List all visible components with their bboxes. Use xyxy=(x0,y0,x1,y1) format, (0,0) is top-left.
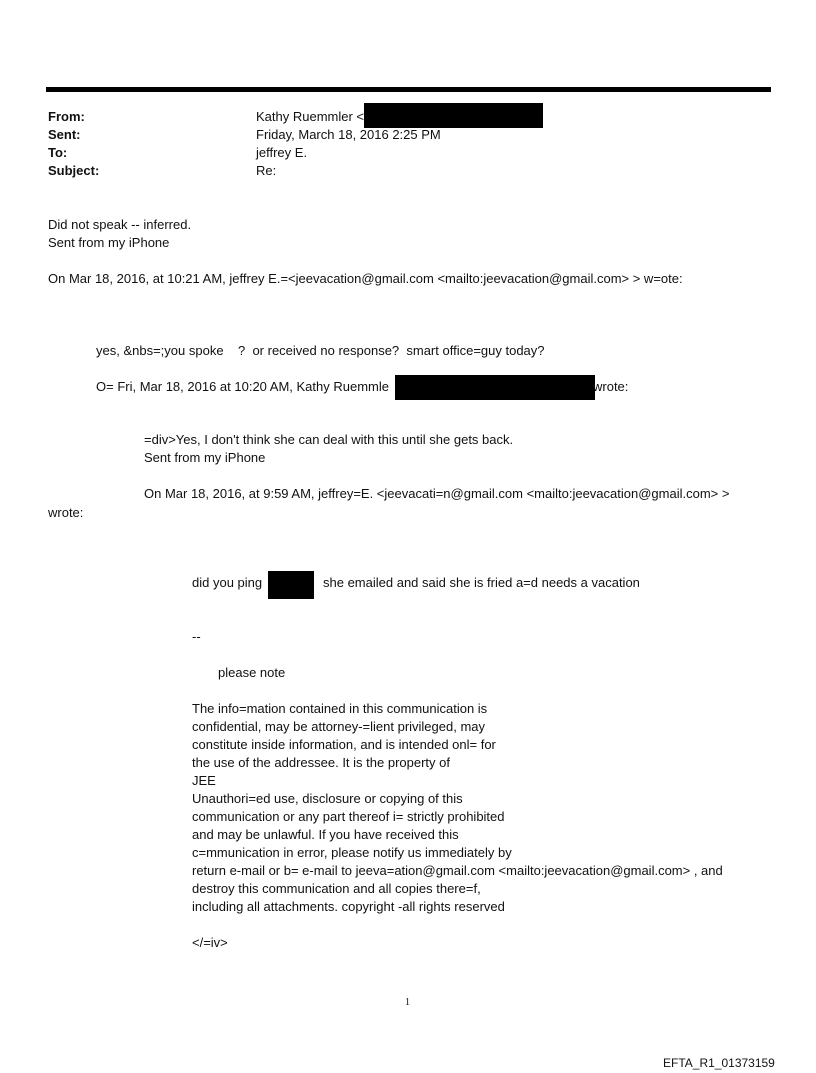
disclaimer-line: The info=mation contained in this communication is xyxy=(192,701,488,716)
quote2-intro-wrap: wrote: xyxy=(48,505,84,520)
redaction-box xyxy=(364,103,543,128)
reply-line-1: Did not speak -- inferred. xyxy=(48,217,192,232)
disclaimer-line: the use of the addressee. It is the property of xyxy=(192,755,450,770)
sent-label: Sent: xyxy=(48,127,81,142)
quote3-body-end: she emailed and said she is fried a=d needs a vacation xyxy=(323,575,640,590)
to-label: To: xyxy=(48,145,68,160)
quote1-intro2-end: wrote: xyxy=(593,379,629,394)
sent-value: Friday, March 18, 2016 2:25 PM xyxy=(256,127,441,142)
header-rule xyxy=(46,87,771,92)
quote3-body-start: did you ping xyxy=(192,575,263,590)
quote1-intro: On Mar 18, 2016, at 10:21 AM, jeffrey E.=<jeevacation@gmail.com <mailto:jeevacation@gmail.com> > w=ote: xyxy=(48,271,683,286)
subject-label: Subject: xyxy=(48,163,100,178)
quote2-line-1: =div>Yes, I don't think she can deal with this until she gets back. xyxy=(144,432,514,447)
page-number: 1 xyxy=(405,997,410,1008)
please-note: please note xyxy=(218,665,286,680)
document-id: EFTA_R1_01373159 xyxy=(663,1056,775,1070)
to-value: jeffrey E. xyxy=(256,145,308,160)
quote1-body: yes, &nbs=;you spoke ? or received no response? smart office=guy today? xyxy=(96,343,545,358)
quote2-intro: On Mar 18, 2016, at 9:59 AM, jeffrey=E. <jeevacati=n@gmail.com <mailto:jeevacation@gmail.com> > xyxy=(144,486,730,501)
disclaimer-line: including all attachments. copyright -all rights reserved xyxy=(192,899,505,914)
disclaimer-line: confidential, may be attorney-=lient privileged, may xyxy=(192,719,486,734)
from-value: Kathy Ruemmler < xyxy=(256,109,365,124)
disclaimer-line: and may be unlawful. If you have received this xyxy=(192,827,459,842)
disclaimer-line: destroy this communication and all copies there=f, xyxy=(192,881,481,896)
redaction-box xyxy=(395,375,595,400)
redaction-box xyxy=(268,571,314,599)
disclaimer-line: communication or any part thereof i= strictly prohibited xyxy=(192,809,505,824)
quote2-line-2: Sent from my iPhone xyxy=(144,450,266,465)
reply-line-2: Sent from my iPhone xyxy=(48,235,170,250)
subject-value: Re: xyxy=(256,163,277,178)
closing-tag: </=iv> xyxy=(192,935,228,950)
disclaimer-line: Unauthori=ed use, disclosure or copying of this xyxy=(192,791,463,806)
from-label: From: xyxy=(48,109,85,124)
disclaimer-line: JEE xyxy=(192,773,216,788)
disclaimer-line: constitute inside information, and is intended onl= for xyxy=(192,737,496,752)
disclaimer-line: return e-mail or b= e-mail to jeeva=ation@gmail.com <mailto:jeevacation@gmail.com> , and xyxy=(192,863,723,878)
signature-separator: -- xyxy=(192,629,201,644)
quote1-intro2-start: O= Fri, Mar 18, 2016 at 10:20 AM, Kathy Ruemmle xyxy=(96,379,389,394)
disclaimer-line: c=mmunication in error, please notify us immediately by xyxy=(192,845,512,860)
